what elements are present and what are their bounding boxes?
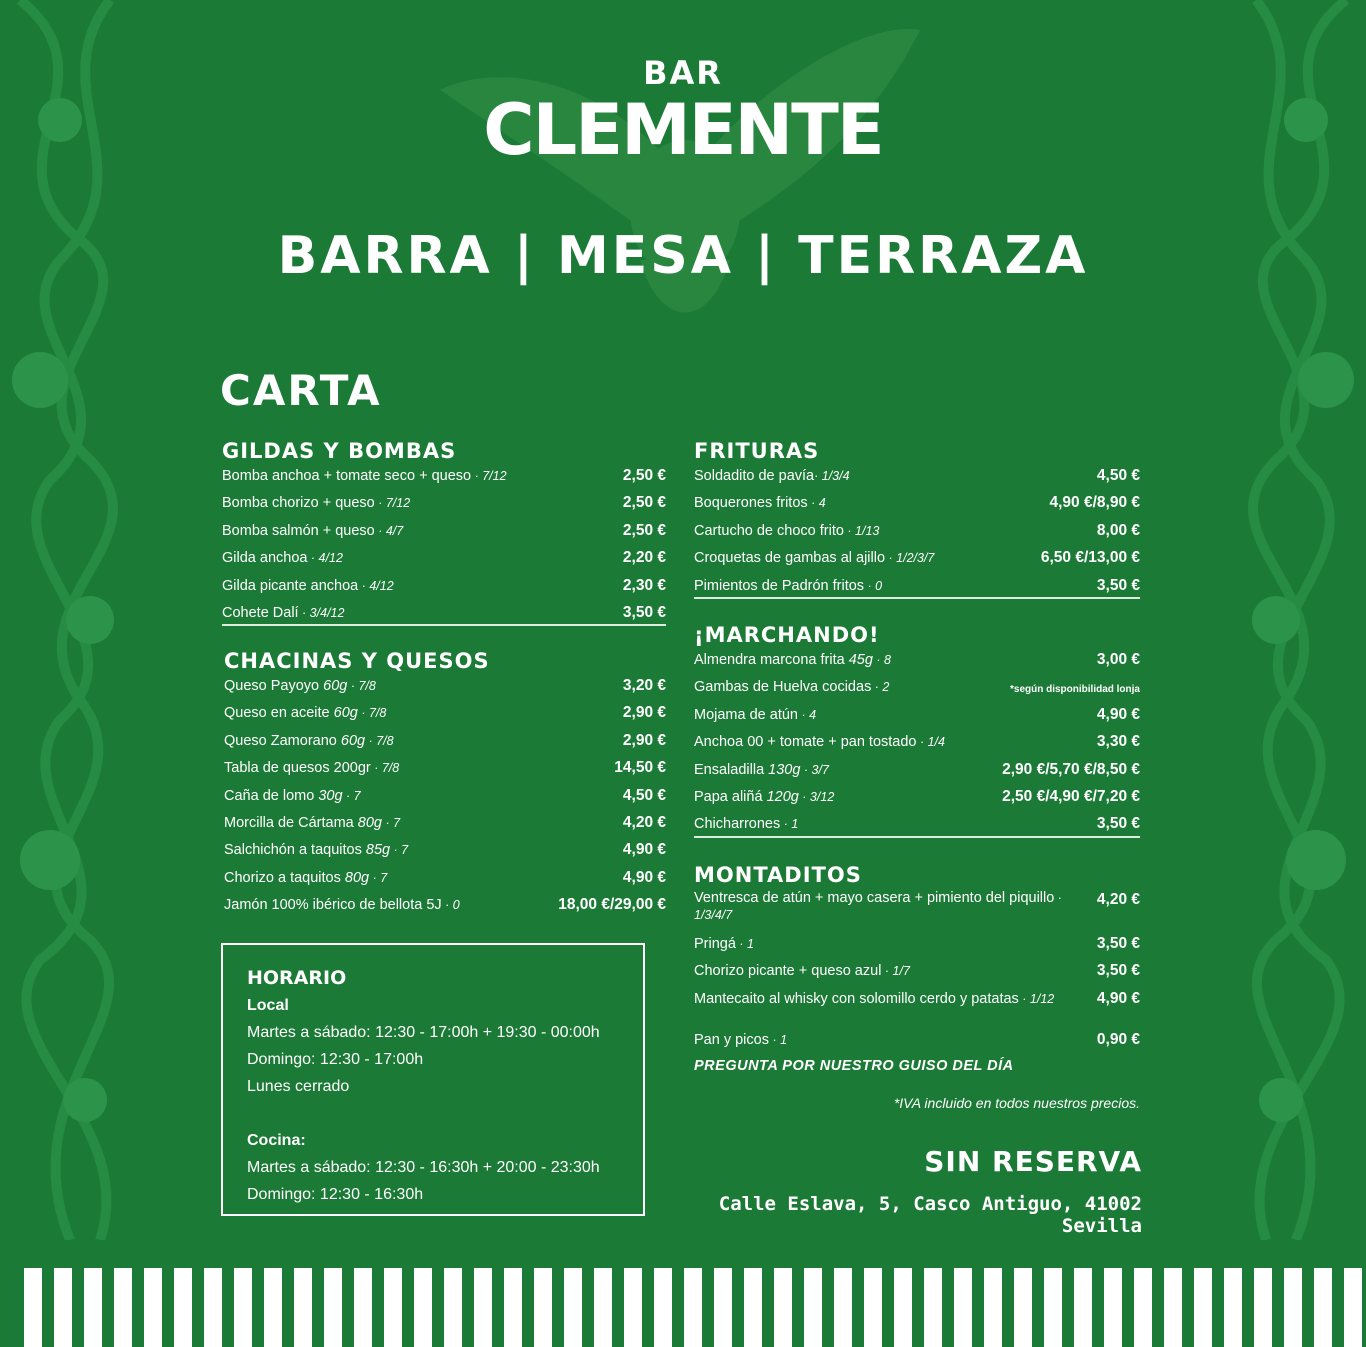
- footer-stripe: [1194, 1268, 1212, 1347]
- menu-item: [224, 703, 666, 730]
- item-name: Salchichón a taquitos: [224, 842, 366, 859]
- item-name: Mantecaito al whisky con solomillo cerdo y patatas: [694, 990, 1019, 1007]
- item-name: Anchoa 00 + tomate + pan tostado: [694, 734, 917, 751]
- menu-item: [224, 868, 666, 895]
- item-name: Cartucho de choco frito: [694, 522, 844, 539]
- footer-stripe: [1284, 1268, 1302, 1347]
- item-price: 2,20 €: [622, 549, 666, 567]
- footer-stripe: [1104, 1268, 1122, 1347]
- divider: [222, 624, 666, 626]
- footer-stripe: [1014, 1268, 1032, 1347]
- item-allergens: · 7: [369, 870, 388, 885]
- horario-local-label: Local: [247, 997, 289, 1014]
- item-allergens: · 1/3/4: [814, 469, 850, 483]
- footer-stripe: [654, 1268, 672, 1347]
- footer-stripe: [804, 1268, 822, 1347]
- menu-item: [694, 493, 1140, 520]
- iva-note: *IVA incluido en todos nuestros precios.: [893, 1095, 1140, 1111]
- section-title: FRITURAS: [694, 439, 820, 463]
- item-allergens: · 4: [807, 496, 826, 511]
- footer-stripe: [1344, 1268, 1362, 1347]
- item-allergens: · 4/12: [358, 578, 394, 593]
- item-price: 3,50 €: [1096, 815, 1140, 833]
- item-allergens: · 4/7: [374, 523, 404, 538]
- horario-line: Domingo: 12:30 - 16:30h: [247, 1186, 424, 1203]
- logo-clemente: CLEMENTE: [483, 89, 883, 171]
- item-allergens: · 3/12: [798, 789, 835, 804]
- item-price: 4,50 €: [1096, 467, 1140, 484]
- menu-item: [224, 731, 666, 758]
- footer-stripe: [894, 1268, 912, 1347]
- menu-item: [694, 548, 1140, 575]
- horario-title: HORARIO: [247, 967, 347, 989]
- item-price: 8,00 €: [1096, 521, 1140, 539]
- menu-item: [224, 813, 666, 840]
- item-allergens: · 7/12: [374, 496, 411, 511]
- item-name: Chorizo picante + queso azul: [694, 963, 882, 980]
- item-price: 2,50 €: [622, 521, 666, 539]
- menu-item: [694, 1030, 1140, 1057]
- item-weight: 60g: [333, 705, 358, 722]
- item-allergens: · 1/2/3/7: [885, 551, 935, 566]
- footer-stripe: [414, 1268, 432, 1347]
- item-name: Gilda anchoa: [222, 550, 308, 567]
- footer-stripe: [24, 1268, 42, 1347]
- carta-title: CARTA: [220, 366, 382, 415]
- section-title: ¡MARCHANDO!: [694, 623, 880, 647]
- menu-item: [694, 466, 1140, 493]
- item-allergens: · 7: [342, 788, 361, 803]
- item-price: 3,20 €: [622, 677, 666, 694]
- item-price: 2,90 €/5,70 €/8,50 €: [1002, 760, 1140, 778]
- item-allergens: · 7/12: [471, 469, 507, 483]
- footer-stripe: [234, 1268, 252, 1347]
- tile-ornament-right: [1216, 0, 1366, 1240]
- item-name: Queso Payoyo: [224, 678, 324, 694]
- item-price: 3,30 €: [1096, 733, 1140, 751]
- item-name: Almendra marcona frita: [694, 652, 849, 668]
- item-price: 4,90 €: [622, 868, 666, 886]
- item-name: Soldadito de pavía: [694, 468, 815, 484]
- footer-stripe: [264, 1268, 282, 1347]
- item-price: 18,00 €/29,00 €: [558, 896, 666, 914]
- menu-item: [224, 895, 666, 922]
- menu-item: [224, 840, 666, 867]
- section-montaditos: [694, 860, 1140, 1058]
- item-price: 2,50 €: [622, 467, 666, 484]
- menu-item: [224, 786, 666, 813]
- footer-stripe: [114, 1268, 132, 1347]
- item-name: Bomba anchoa + tomate seco + queso: [222, 468, 472, 484]
- menu-item: [694, 677, 1140, 704]
- footer-stripe: [1074, 1268, 1092, 1347]
- address: Calle Eslava, 5, Casco Antiguo, 41002 Sevilla: [718, 1193, 1142, 1237]
- item-weight: 60g: [340, 732, 366, 749]
- footer-stripe: [774, 1268, 792, 1347]
- menu-item: [694, 705, 1140, 732]
- item-weight: 120g: [766, 788, 799, 805]
- guiso-del-dia-note: PREGUNTA POR NUESTRO GUISO DEL DÍA: [694, 1058, 1014, 1074]
- section-frituras: [694, 436, 1140, 599]
- horario-line: Domingo: 12:30 - 17:00h: [247, 1051, 424, 1068]
- menu-item: [694, 934, 1140, 961]
- menu-item: [222, 493, 666, 520]
- section-marchando: [694, 620, 1140, 838]
- item-allergens: · 1: [780, 817, 799, 832]
- horario-line: Lunes cerrado: [247, 1078, 350, 1095]
- item-price: 0,90 €: [1096, 1031, 1140, 1049]
- item-weight: 85g: [365, 842, 391, 859]
- item-weight: 30g: [318, 787, 343, 804]
- footer-stripe: [684, 1268, 702, 1347]
- item-price: 2,90 €: [622, 704, 666, 722]
- menu-item: [224, 758, 666, 785]
- item-price: 6,50 €/13,00 €: [1040, 549, 1140, 567]
- item-price: 4,20 €: [622, 813, 666, 831]
- item-name: Tabla de quesos 200gr: [224, 760, 371, 777]
- item-name: Caña de lomo: [224, 787, 319, 804]
- footer-stripe: [294, 1268, 312, 1347]
- menu-item: [222, 521, 666, 548]
- horario-line: Martes a sábado: 12:30 - 17:00h + 19:30 - 00:00h: [247, 1024, 600, 1041]
- item-price: 3,50 €: [1096, 576, 1140, 594]
- item-allergens: · 7/8: [357, 706, 387, 721]
- item-allergens: · 7: [390, 843, 409, 858]
- footer-stripe: [864, 1268, 882, 1347]
- footer-stripe: [444, 1268, 462, 1347]
- sin-reserva: SIN RESERVA: [924, 1145, 1142, 1178]
- item-name: Ventresca de atún + mayo casera + pimiento del piquillo: [694, 890, 1055, 906]
- item-name: Bomba chorizo + queso: [222, 495, 375, 512]
- horario-line: Martes a sábado: 12:30 - 16:30h + 20:00 - 23:30h: [247, 1159, 600, 1176]
- item-name: Pimientos de Padrón fritos: [694, 577, 865, 594]
- item-name: Gambas de Huelva cocidas: [694, 679, 872, 696]
- item-price: 4,90 €: [1096, 989, 1140, 1007]
- footer-stripe: [54, 1268, 72, 1347]
- item-name: Morcilla de Cártama: [224, 814, 358, 831]
- item-allergens: · 3/7: [800, 762, 829, 777]
- footer-stripe: [174, 1268, 192, 1347]
- footer-stripe: [1164, 1268, 1182, 1347]
- menu-item: [694, 961, 1140, 988]
- item-allergens: · 1/3/4/7: [694, 891, 1062, 922]
- footer-stripe: [564, 1268, 582, 1347]
- item-price: 4,90 €/8,90 €: [1049, 494, 1140, 512]
- item-name: Queso Zamorano: [224, 732, 341, 749]
- footer-stripe: [834, 1268, 852, 1347]
- tile-ornament-left: [0, 0, 150, 1240]
- divider: [694, 836, 1140, 838]
- footer-stripe: [1224, 1268, 1242, 1347]
- footer-stripe: [84, 1268, 102, 1347]
- item-price: 3,50 €: [622, 603, 666, 621]
- footer-stripe: [594, 1268, 612, 1347]
- item-allergens: · 2: [871, 680, 890, 695]
- footer-stripe: [924, 1268, 942, 1347]
- item-name: Ensaladilla: [694, 761, 769, 778]
- menu-item: [694, 521, 1140, 548]
- item-allergens: · 7/8: [365, 733, 394, 748]
- item-allergens: · 1: [735, 937, 754, 951]
- item-name: Boquerones fritos: [694, 495, 808, 512]
- item-allergens: · 7: [381, 815, 401, 830]
- footer-stripe: [324, 1268, 342, 1347]
- item-weight: 130g: [768, 761, 801, 778]
- divider: [694, 597, 1140, 599]
- item-name: Pan y picos: [694, 1032, 769, 1049]
- footer-stripe: [714, 1268, 732, 1347]
- item-price: 4,90 €: [1096, 705, 1140, 723]
- footer-stripe: [744, 1268, 762, 1347]
- item-note: *según disponibilidad lonja: [1009, 684, 1140, 696]
- item-allergens: · 1/12: [1018, 991, 1055, 1006]
- menu-item: [694, 760, 1140, 787]
- item-price: 3,50 €: [1096, 935, 1140, 952]
- item-name: Jamón 100% ibérico de bellota 5J: [224, 897, 442, 914]
- item-price: 4,50 €: [622, 786, 666, 804]
- menu-item: [694, 732, 1140, 759]
- footer-stripe: [354, 1268, 372, 1347]
- item-name: Gilda picante anchoa: [222, 577, 359, 594]
- menu-item: [694, 787, 1140, 814]
- horario-cocina-label: Cocina:: [247, 1132, 306, 1149]
- item-price: 3,50 €: [1096, 962, 1140, 980]
- footer-stripe: [144, 1268, 162, 1347]
- footer-stripe: [474, 1268, 492, 1347]
- section-title: CHACINAS Y QUESOS: [224, 649, 490, 673]
- menu-item: [222, 466, 666, 493]
- item-price: 2,90 €: [622, 731, 666, 749]
- striped-footer: [0, 1268, 1366, 1347]
- menu-item: [224, 676, 666, 703]
- item-allergens: · 7/8: [347, 679, 376, 693]
- item-allergens: · 1/4: [916, 735, 945, 750]
- item-allergens: · 0: [864, 578, 883, 593]
- item-allergens: · 0: [441, 898, 460, 913]
- logo-bar-text: BAR: [643, 54, 723, 92]
- item-weight: 60g: [323, 678, 348, 694]
- footer-stripe: [504, 1268, 522, 1347]
- footer-stripe: [954, 1268, 972, 1347]
- item-allergens: · 7/8: [370, 761, 400, 776]
- section-title: GILDAS Y BOMBAS: [222, 439, 457, 463]
- item-weight: 80g: [344, 869, 370, 886]
- item-name: Bomba salmón + queso: [222, 522, 375, 539]
- item-price: 4,90 €: [622, 841, 666, 859]
- section-gildas: [222, 436, 666, 626]
- item-weight: 80g: [357, 814, 382, 831]
- tagline: BARRA | MESA | TERRAZA: [277, 226, 1089, 286]
- item-name: Chicharrones: [694, 816, 781, 833]
- section-chacinas: [224, 646, 666, 923]
- footer-stripe: [534, 1268, 552, 1347]
- item-price: 2,50 €: [622, 494, 666, 512]
- section-title: MONTADITOS: [694, 863, 862, 887]
- item-name: Croquetas de gambas al ajillo: [694, 550, 886, 567]
- item-price: 4,20 €: [1096, 891, 1140, 908]
- menu-item: [694, 650, 1140, 677]
- item-name: Pringá: [694, 936, 736, 952]
- item-weight: 45g: [848, 652, 873, 668]
- footer-stripe: [624, 1268, 642, 1347]
- item-allergens: · 4: [797, 707, 817, 722]
- footer-stripe: [384, 1268, 402, 1347]
- item-name: Chorizo a taquitos: [224, 869, 345, 886]
- item-name: Mojama de atún: [694, 706, 798, 723]
- footer-stripe: [984, 1268, 1002, 1347]
- menu-item: [694, 989, 1140, 1016]
- menu-item: [222, 576, 666, 603]
- item-price: 14,50 €: [614, 759, 666, 777]
- item-price: 2,50 €/4,90 €/7,20 €: [1002, 787, 1140, 805]
- item-allergens: · 3/4/12: [298, 605, 345, 620]
- item-allergens: · 1/7: [881, 964, 910, 979]
- footer-stripe: [204, 1268, 222, 1347]
- item-name: Papa aliñá: [694, 788, 767, 805]
- footer-stripe: [1254, 1268, 1272, 1347]
- horario-spacer: [247, 1100, 619, 1127]
- item-price: 2,30 €: [622, 576, 666, 594]
- footer-stripe: [1314, 1268, 1332, 1347]
- item-allergens: · 1/13: [843, 523, 880, 538]
- item-price: 3,00 €: [1096, 651, 1140, 668]
- horario-box: [221, 943, 645, 1216]
- item-allergens: · 8: [872, 653, 891, 667]
- item-name: Cohete Dalí: [222, 604, 299, 621]
- footer-stripe: [1134, 1268, 1152, 1347]
- menu-item: [222, 548, 666, 575]
- footer-stripe: [1044, 1268, 1062, 1347]
- item-allergens: · 1: [768, 1033, 788, 1048]
- menu-item: [694, 890, 1140, 934]
- item-name: Queso en aceite: [224, 705, 334, 722]
- item-allergens: · 4/12: [307, 551, 343, 566]
